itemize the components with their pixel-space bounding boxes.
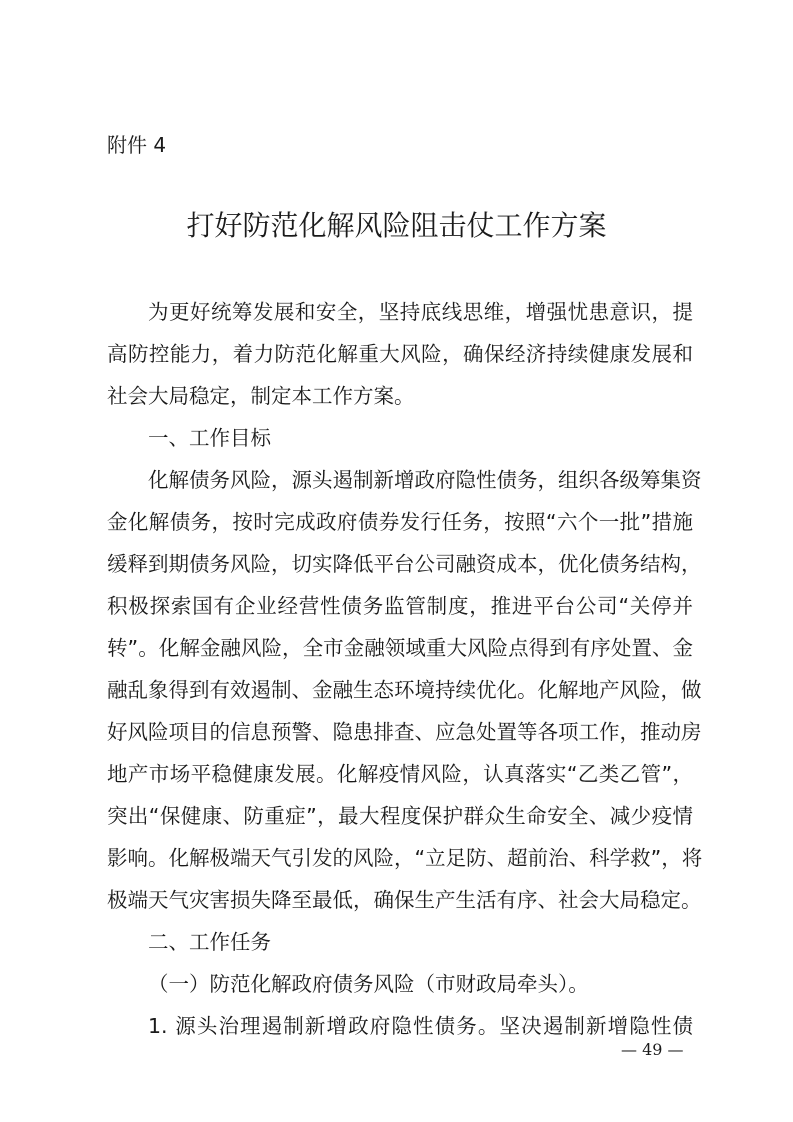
body-line-7: 缓释到期债务风险，切实降低平台公司融资成本，优化债务结构， — [107, 552, 702, 576]
body-line-5: 化解债务风险，源头遏制新增政府隐性债务，组织各级筹集资 — [148, 468, 702, 492]
body-line-12: 地产市场平稳健康发展。化解疫情风险，认真落实“乙类乙管”， — [107, 762, 693, 786]
body-line-14: 影响。化解极端天气引发的风险，“立足防、超前治、科学救”，将 — [107, 846, 703, 870]
section-heading-goals: 一、工作目标 — [148, 426, 271, 450]
page-number: — 49 — — [621, 1040, 684, 1059]
body-line-6: 金化解债务，按时完成政府债券发行任务，按照“六个一批”措施 — [107, 510, 693, 534]
body-line-1: 为更好统筹发展和安全，坚持底线思维，增强忧患意识，提 — [148, 300, 693, 324]
body-line-11: 好风险项目的信息预警、隐患排查、应急处置等各项工作，推动房 — [107, 720, 702, 744]
body-line-9: 转”。化解金融风险，全市金融领域重大风险点得到有序处置、金 — [107, 636, 693, 660]
subsection-heading-debt: （一）防范化解政府债务风险（市财政局牵头）。 — [148, 972, 589, 996]
attachment-label: 附件 4 — [107, 133, 167, 157]
section-heading-tasks: 二、工作任务 — [148, 930, 271, 954]
body-line-2: 高防控能力，着力防范化解重大风险，确保经济持续健康发展和 — [107, 342, 693, 366]
body-line-15: 极端天气灾害损失降至最低，确保生产生活有序、社会大局稳定。 — [107, 888, 702, 912]
body-line-8: 积极探索国有企业经营性债务监管制度，推进平台公司“关停并 — [107, 594, 693, 618]
document-title: 打好防范化解风险阻击仗工作方案 — [186, 209, 607, 242]
body-line-3: 社会大局稳定，制定本工作方案。 — [107, 384, 415, 408]
body-line-10: 融乱象得到有效遏制、金融生态环境持续优化。化解地产风险，做 — [107, 678, 702, 702]
body-line-18: 1. 源头治理遏制新增政府隐性债务。坚决遏制新增隐性债 — [148, 1014, 693, 1038]
body-line-13: 突出“保健康、防重症”，最大程度保护群众生命安全、减少疫情 — [107, 804, 693, 828]
